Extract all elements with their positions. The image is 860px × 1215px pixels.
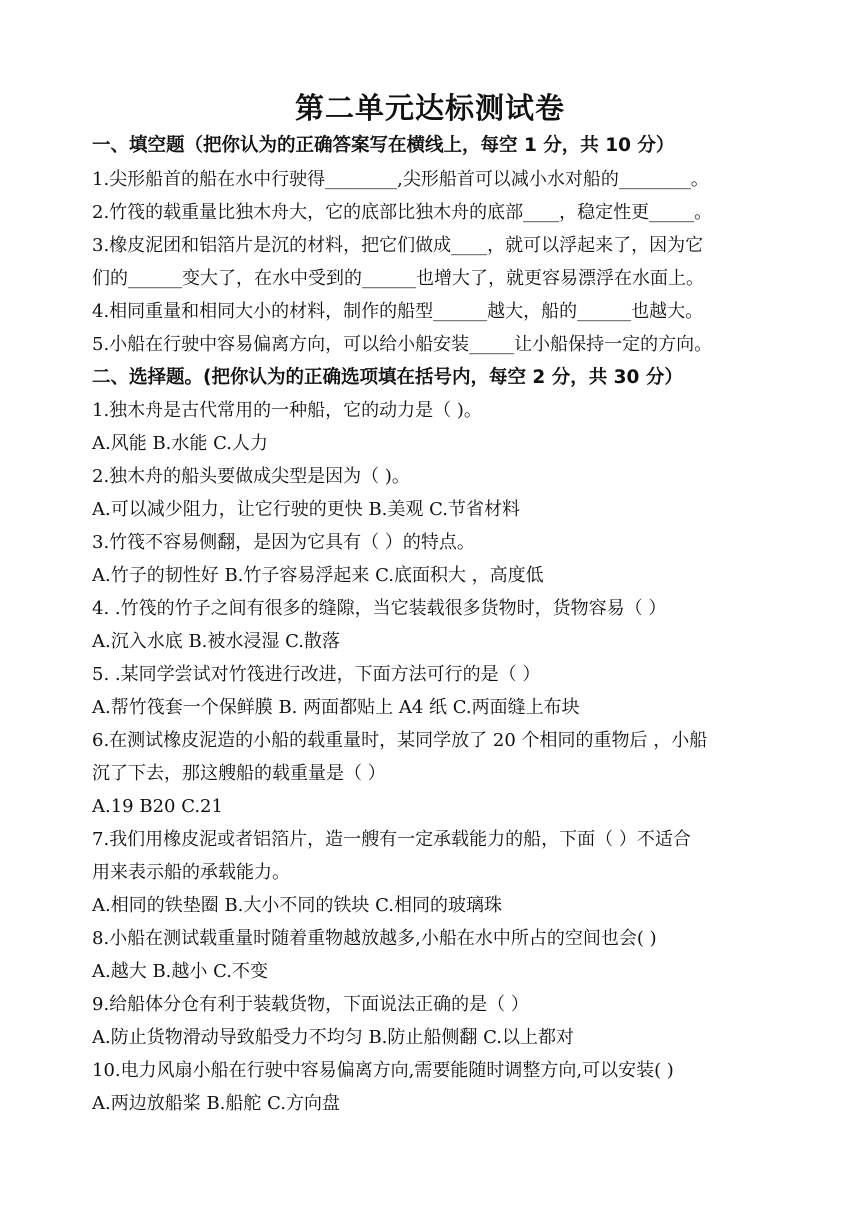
choice-question-1: 1.独木舟是古代常用的一种船，它的动力是（ )。 [92,400,482,421]
choice-options-7: A.相同的铁垫圈 B.大小不同的铁块 C.相同的玻璃珠 [92,895,502,916]
choice-options-5: A.帮竹筏套一个保鲜膜 B. 两面都贴上 A4 纸 C.两面缝上布块 [92,697,580,718]
choice-question-9: 9.给船体分仓有利于装载货物，下面说法正确的是（ ） [92,994,529,1015]
choice-options-2: A.可以减少阻力，让它行驶的更快 B.美观 C.节省材料 [92,499,520,520]
choice-question-2: 2.独木舟的船头要做成尖型是因为（ )。 [92,466,410,487]
fill-question-3: 3.橡皮泥团和铝箔片是沉的材料，把它们做成____，就可以浮起来了，因为它 [92,235,704,256]
fill-question-4: 4.相同重量和相同大小的材料，制作的船型______越大，船的______也越大。 [92,301,704,322]
choice-question-7: 7.我们用橡皮泥或者铝箔片，造一艘有一定承载能力的船，下面（ ）不适合 [92,829,691,850]
choice-options-8: A.越大 B.越小 C.不变 [92,961,268,982]
choice-question-5: 5. .某同学尝试对竹筏进行改进，下面方法可行的是（ ） [92,664,541,685]
choice-question-6: 6.在测试橡皮泥造的小船的载重量时，某同学放了 20 个相同的重物后 ，小船 [92,730,708,751]
fill-question-5: 5.小船在行驶中容易偏离方向，可以给小船安装_____让小船保持一定的方向。 [92,334,713,355]
fill-question-1: 1.尖形船首的船在水中行驶得________,尖形船首可以减小水对船的________。 [92,169,709,190]
choice-options-1: A.风能 B.水能 C.人力 [92,433,268,454]
choice-options-9: A.防止货物滑动导致船受力不均匀 B.防止船侧翻 C.以上都对 [92,1027,574,1048]
choice-question-7-cont: 用来表示船的承载能力。 [92,862,290,883]
choice-options-6: A.19 B20 C.21 [92,796,223,817]
section-1-heading: 一、填空题（把你认为的正确答案写在横线上，每空 1 分，共 10 分） [92,135,675,156]
section-2-heading: 二、选择题。(把你认为的正确选项填在括号内，每空 2 分，共 30 分） [92,367,683,388]
page-title: 第二单元达标测试卷 [294,91,565,125]
fill-question-2: 2.竹筏的载重量比独木舟大，它的底部比独木舟的底部____，稳定性更_____。 [92,202,713,223]
choice-options-10: A.两边放船桨 B.船舵 C.方向盘 [92,1093,340,1114]
fill-question-3-cont: 们的______变大了，在水中受到的______也增大了，就更容易漂浮在水面上。 [92,268,704,289]
choice-question-10: 10.电力风扇小船在行驶中容易偏离方向,需要能随时调整方向,可以安装( ) [92,1060,674,1081]
choice-options-4: A.沉入水底 B.被水浸湿 C.散落 [92,631,340,652]
choice-question-3: 3.竹筏不容易侧翻，是因为它具有（ ）的特点。 [92,532,475,553]
choice-question-6-cont: 沉了下去，那这艘船的载重量是（ ） [92,763,386,784]
choice-options-3: A.竹子的韧性好 B.竹子容易浮起来 C.底面积大 ，高度低 [92,565,544,586]
choice-question-8: 8.小船在测试载重量时随着重物越放越多,小船在水中所占的空间也会( ) [92,928,657,949]
choice-question-4: 4. .竹筏的竹子之间有很多的缝隙，当它装载很多货物时，货物容易（ ） [92,598,667,619]
